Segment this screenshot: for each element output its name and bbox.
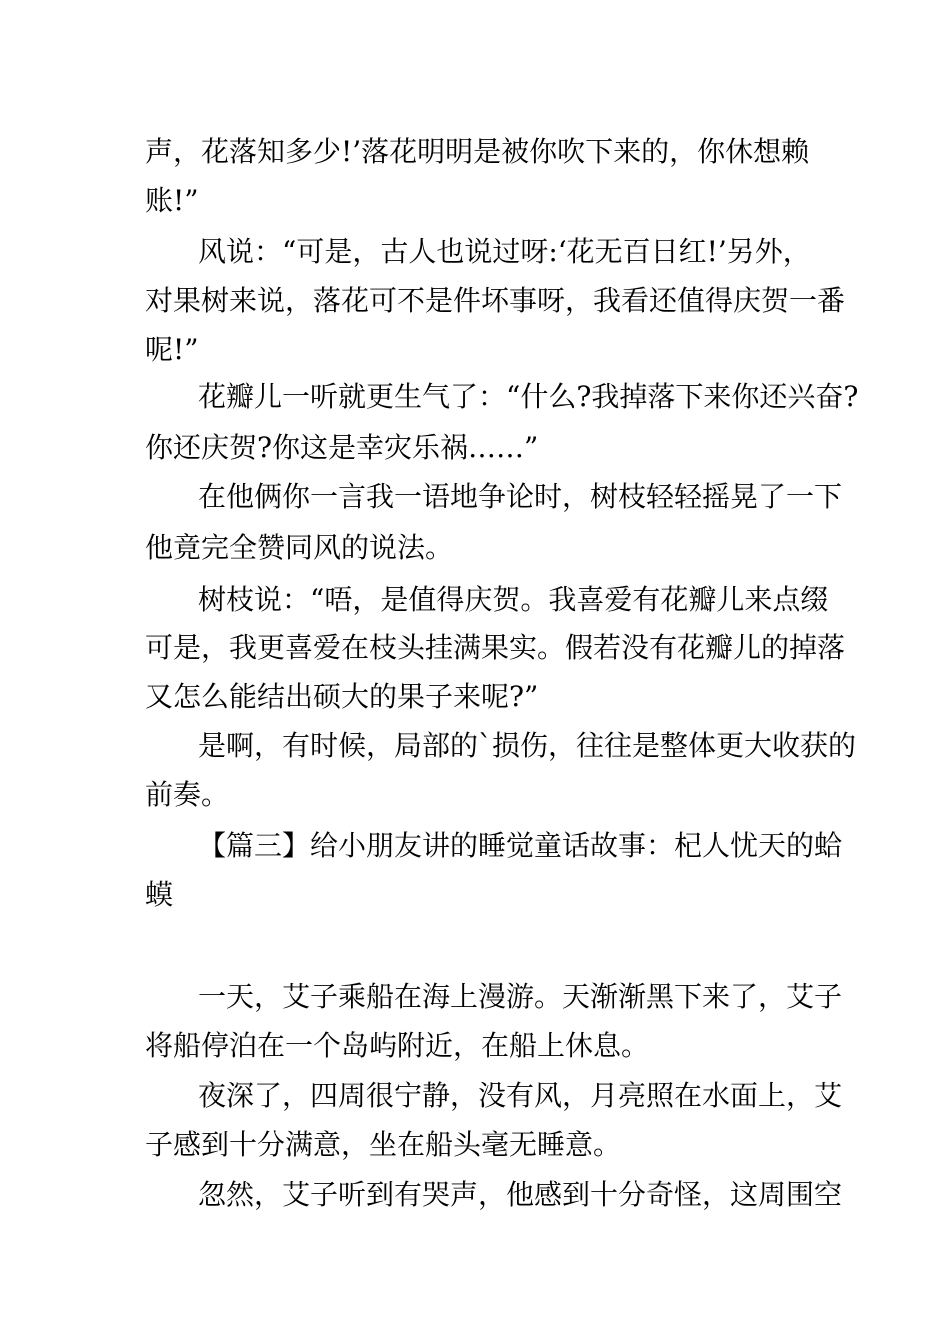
paragraph-start: 忽然，艾子听到有哭声，他感到十分奇怪，这周围空 <box>198 1178 843 1211</box>
text-line: 呢!” <box>145 333 199 366</box>
section-heading: 【篇三】给小朋友讲的睡觉童话故事：杞人忧天的蛤 <box>198 829 843 862</box>
text-line: 前奏。 <box>145 778 230 811</box>
section-heading-continued: 蟆 <box>145 878 174 911</box>
paragraph-start: 一天，艾子乘船在海上漫游。天渐渐黑下来了，艾子 <box>198 980 843 1013</box>
text-line: 子感到十分满意，坐在船头毫无睡意。 <box>145 1128 622 1161</box>
paragraph-start: 是啊，有时候，局部的`损伤，往往是整体更大收获的 <box>198 729 857 762</box>
text-line: 声，花落知多少!’落花明明是被你吹下来的，你休想赖 <box>145 135 810 168</box>
text-line: 又怎么能结出硕大的果子来呢?” <box>145 680 539 713</box>
paragraph-start: 风说：“可是，古人也说过呀:‘花无百日红!’另外， <box>198 235 811 268</box>
paragraph-start: 在他俩你一言我一语地争论时，树枝轻轻摇晃了一下 <box>198 480 843 513</box>
text-line: 他竟完全赞同风的说法。 <box>145 531 454 564</box>
text-line: 可是，我更喜爱在枝头挂满果实。假若没有花瓣儿的掉落 <box>145 631 846 664</box>
paragraph-start: 树枝说：“唔，是值得庆贺。我喜爱有花瓣儿来点缀 <box>198 583 829 616</box>
paragraph-start: 花瓣儿一听就更生气了：“什么?我掉落下来你还兴奋? <box>198 380 859 413</box>
text-line: 将船停泊在一个岛屿附近，在船上休息。 <box>145 1029 650 1062</box>
text-line: 你还庆贺?你这是幸灾乐祸……” <box>145 431 539 464</box>
text-line: 账!” <box>145 184 199 217</box>
paragraph-start: 夜深了，四周很宁静，没有风，月亮照在水面上，艾 <box>198 1079 843 1112</box>
text-line: 对果树来说，落花可不是件坏事呀，我看还值得庆贺一番 <box>145 284 846 317</box>
